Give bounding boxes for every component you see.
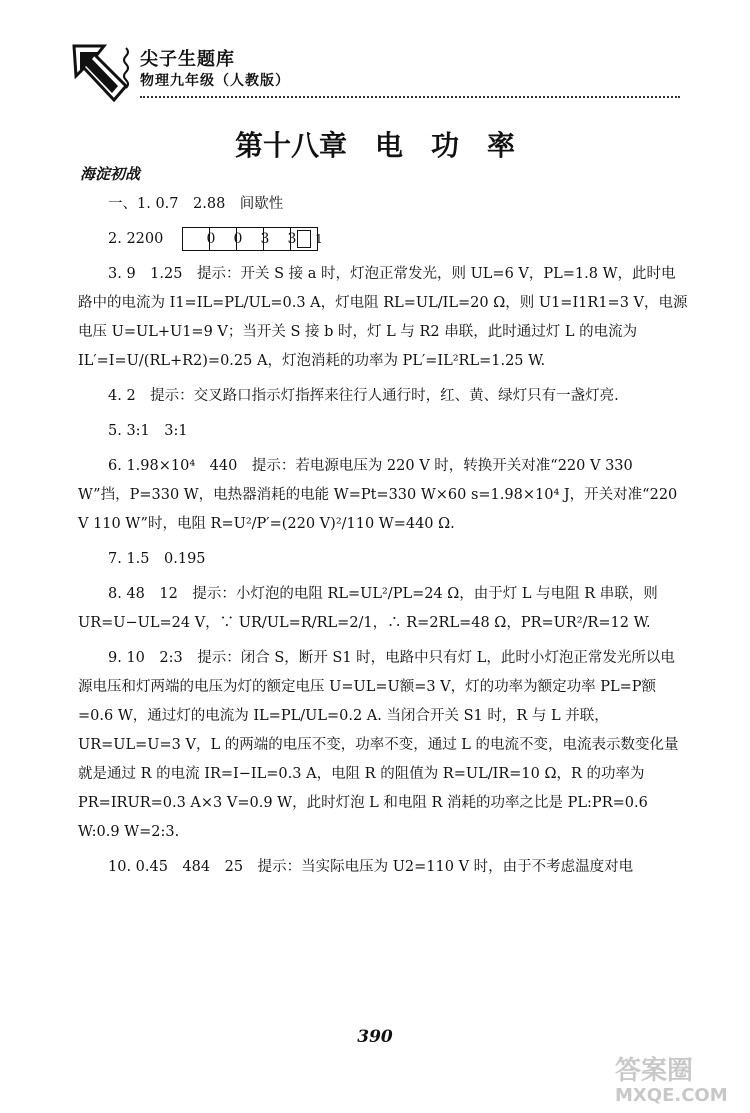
answer-q7: 7. 1.5 0.195: [108, 551, 206, 567]
answer-q4: 4. 2 提示：交叉路口指示灯指挥来往行人通行时，红、黄、绿灯只有一盏灯亮.: [108, 388, 619, 404]
series-title: 尖子生题库: [140, 49, 235, 70]
digit-box: 0: [210, 228, 237, 250]
book-subtitle: 物理九年级（人教版）: [140, 73, 290, 89]
digit-box: 3: [264, 228, 291, 250]
digit-box-last: [291, 228, 323, 250]
page-number: 390: [357, 1027, 393, 1047]
watermark-url: MXQE.COM: [615, 1085, 728, 1106]
answer-q5: 5. 3:1 3:1: [108, 423, 188, 439]
digit-box: 3: [237, 228, 264, 250]
answer-q1: 一、1. 0.7 2.88 间歇性: [108, 196, 284, 212]
header-divider: [140, 96, 680, 98]
answer-q9: 9. 10 2:3 提示：闭合 S，断开 S1 时，电路中只有灯 L，此时小灯泡正常发光所以电源电压和灯两端的电压为灯的额定电压 U=UL=U额=3 V，灯的功率为额定功率 PL=P额=0.6 W，通过灯的电流为 IL=PL/UL=0.2 A. 当闭合开关 S1 时，R 与 L 并联，UR=UL=U=3 V，L 的两端的电压不变，功率不变，通过 L 的电流不变，电流表示数变化量就是通过 R 的电流 IR=I−IL=0.3 A，电阻 R 的阻值为 R=UL/IR=10 Ω，R 的功率为 PR=IRUR=0.3 A×3 V=0.9 W，此时灯泡 L 和电阻 R 消耗的功率之比是 PL:PR=0.6 W:0.9 W=2:3.: [78, 650, 679, 840]
answer-q6: 6. 1.98×10⁴ 440 提示：若电源电压为 220 V 时，转换开关对准“220 V 330 W”挡，P=330 W，电热器消耗的电能 W=Pt=330 W×60 s=1.98×10⁴ J，开关对准“220 V 110 W”时，电阻 R=U²/P′=(220 V)²/110 W=440 Ω.: [78, 458, 678, 532]
chapter-title: 第十八章 电 功 率: [234, 129, 515, 162]
answer-q2: [78, 225, 688, 254]
arrow-logo-icon: [68, 42, 130, 106]
answer-q10: 10. 0.45 484 25 提示：当实际电压为 U2=110 V 时，由于不考虑温度对电: [108, 859, 634, 875]
answer-q2-label: 2. 2200: [108, 231, 164, 247]
section-title: 海淀初战: [80, 165, 141, 183]
digit-box: 0: [183, 228, 210, 250]
page-header: [0, 0, 750, 120]
answer-q3: 3. 9 1.25 提示：开关 S 接 a 时，灯泡正常发光，则 UL=6 V，PL=1.8 W，此时电路中的电流为 I1=IL=PL/UL=0.3 A，灯电阻 RL=UL/IL=20 Ω，则 U1=I1R1=3 V，电源电压 U=UL+U1=9 V；当开关 S 接 b 时，灯 L 与 R2 串联，此时通过灯 L 的电流为 IL′=I=U/(RL+R2)=0.25 A，灯泡消耗的功率为 PL′=IL²RL=1.25 W.: [78, 266, 688, 369]
digit-box-inner: 1: [297, 230, 311, 248]
watermark-logo: 答案圈: [615, 1056, 694, 1086]
answer-q2-digit-boxes: [182, 227, 323, 251]
answer-content: [78, 190, 688, 882]
answer-q8: 8. 48 12 提示：小灯泡的电阻 RL=UL²/PL=24 Ω，由于灯 L 与电阻 R 串联，则 UR=U−UL=24 V，∵ UR/UL=R/RL=2/1，∴ R=2RL=48 Ω，PR=UR²/R=12 W.: [78, 586, 658, 631]
